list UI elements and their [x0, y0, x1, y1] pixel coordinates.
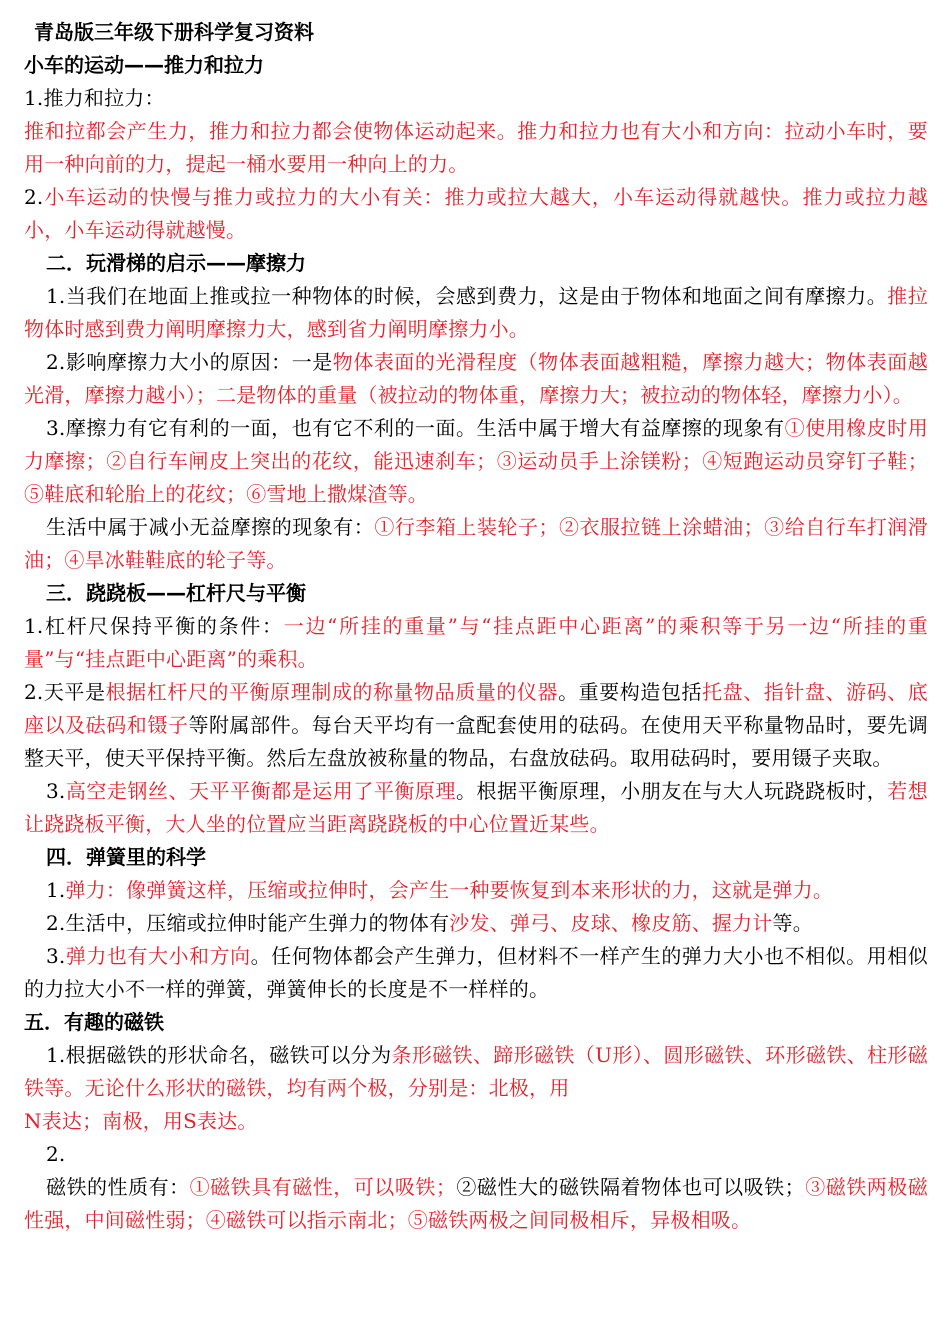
text-run: 。重要构造包括 — [558, 680, 703, 704]
paragraph — [24, 940, 928, 1006]
highlight-run: 推拉物体时感到费力阐明摩擦力大，感到省力阐明摩擦力小。 — [24, 284, 929, 341]
paragraph — [24, 511, 928, 577]
text-run: 3. — [46, 944, 66, 968]
text-run: 2.天平是 — [24, 680, 106, 704]
paragraph — [24, 610, 928, 676]
paragraph — [24, 280, 928, 346]
paragraph — [24, 907, 928, 940]
highlight-run: 一边“所挂的重量”与“挂点距中心距离”的乘积等于另一边“所挂的重量”与“挂点距中心距离”的乘积。 — [24, 614, 928, 671]
section-heading: 五．有趣的磁铁 — [24, 1010, 164, 1034]
highlight-run: 根据杠杆尺的平衡原理制成的称量物品质量的仪器 — [105, 680, 559, 704]
highlight-run: 推和拉都会产生力，推力和拉力都会使物体运动起来。推力和拉力也有大小和方向：拉动小车时，要用一种向前的力，提起一桶水要用一种向上的力。 — [24, 119, 928, 176]
text-run: 等附属部件。每台天平均有一盒配套使用的砝码。在使用天平称量物品时，要先调整天平，使天平保持平衡。然后左盘放被称量的物品，右盘放砝码。取用砝码时，要用镊子夹取。 — [24, 713, 928, 770]
text-run: 2. — [46, 1142, 66, 1166]
text-run: ②磁性大的磁铁隔着物体也可以吸铁； — [456, 1175, 805, 1199]
text-run: 1.杠杆尺保持平衡的条件： — [24, 614, 284, 638]
paragraph — [24, 412, 928, 511]
highlight-run: 若想让跷跷板平衡，大人坐的位置应当距离跷跷板的中心位置近某些。 — [24, 779, 928, 836]
text-run: 1.当我们在地面上推或拉一种物体的时候，会感到费力，这是由于物体和地面之间有摩擦力。 — [46, 284, 888, 308]
text-run: 3. — [46, 779, 66, 803]
document-title: 青岛版三年级下册科学复习资料 — [34, 20, 314, 44]
highlight-run: 高空走钢丝、天平平衡都是运用了平衡原理 — [65, 779, 456, 803]
text-run: 2. — [24, 185, 44, 209]
text-run: 2.生活中，压缩或拉伸时能产生弹力的物体有 — [46, 911, 450, 935]
highlight-run: 沙发、弹弓、皮球、橡皮筋、握力计 — [449, 911, 773, 935]
text-run: 等。 — [772, 911, 813, 935]
text-run: 1.推力和拉力： — [24, 86, 165, 110]
paragraph — [24, 775, 928, 841]
highlight-run: N表达；南极，用S表达。 — [24, 1109, 258, 1133]
highlight-run: ①行李箱上装轮子；②衣服拉链上涂蜡油；③给自行车打润滑油；④旱冰鞋鞋底的轮子等。 — [24, 515, 929, 572]
highlight-run: 条形磁铁、蹄形磁铁（U形）、圆形磁铁、环形磁铁、柱形磁铁等。无论什么形状的磁铁，均有两个极，分别是：北极，用 — [24, 1043, 928, 1100]
section-heading: 二．玩滑梯的启示——摩擦力 — [46, 251, 306, 275]
paragraph — [24, 1138, 928, 1171]
highlight-run: ③磁铁两极磁性强，中间磁性弱；④磁铁可以指示南北；⑤磁铁两极之间同极相斥，异极相吸。 — [24, 1175, 929, 1232]
highlight-run: 小车运动的快慢与推力或拉力的大小有关：推力或拉大越大，小车运动得就越快。推力或拉力越小，小车运动得就越慢。 — [24, 185, 928, 242]
text-run: 3.摩擦力有它有利的一面，也有它不利的一面。生活中属于增大有益摩擦的现象有 — [46, 416, 785, 440]
text-run: 生活中属于减小无益摩擦的现象有： — [46, 515, 375, 539]
paragraph — [24, 1039, 928, 1105]
highlight-run: 托盘、指针盘、游码、底座以及砝码和镊子 — [24, 680, 928, 737]
paragraph — [24, 874, 928, 907]
text-run: 磁铁的性质有： — [46, 1175, 190, 1199]
highlight-run: ①磁铁具有磁性，可以吸铁； — [189, 1175, 457, 1199]
text-run: 2.影响摩擦力大小的原因：一是 — [46, 350, 333, 374]
paragraph — [24, 1171, 928, 1237]
paragraph — [24, 676, 928, 775]
paragraph — [24, 82, 928, 115]
highlight-run: 弹力：像弹簧这样，压缩或拉伸时，会产生一种要恢复到本来形状的力，这就是弹力。 — [65, 878, 834, 902]
section-heading: 三．跷跷板——杠杆尺与平衡 — [46, 581, 306, 605]
text-run: 。任何物体都会产生弹力，但材料不一样产生的弹力大小也不相似。用相似的力拉大小不一样的弹簧，弹簧伸长的长度是不一样样的。 — [24, 944, 928, 1001]
highlight-run: 物体表面的光滑程度（物体表面越粗糙，摩擦力越大；物体表面越光滑，摩擦力越小）；二是物体的重量（被拉动的物体重，摩擦力大；被拉动的物体轻，摩擦力小）。 — [24, 350, 928, 407]
paragraph — [24, 1105, 928, 1138]
text-run: 。根据平衡原理，小朋友在与大人玩跷跷板时， — [456, 779, 888, 803]
paragraph — [24, 115, 928, 181]
text-run: 1. — [46, 878, 66, 902]
text-run: 1.根据磁铁的形状命名，磁铁可以分为 — [46, 1043, 392, 1067]
paragraph — [24, 346, 928, 412]
paragraph — [24, 181, 928, 247]
section-heading: 小车的运动——推力和拉力 — [24, 53, 264, 77]
highlight-run: ①使用橡皮时用力摩擦；②自行车闸皮上突出的花纹，能迅速刹车；③运动员手上涂镁粉；④短跑运动员穿钉子鞋；⑤鞋底和轮胎上的花纹；⑥雪地上撒煤渣等。 — [24, 416, 928, 506]
section-heading: 四．弹簧里的科学 — [46, 845, 206, 869]
highlight-run: 弹力也有大小和方向 — [65, 944, 251, 968]
